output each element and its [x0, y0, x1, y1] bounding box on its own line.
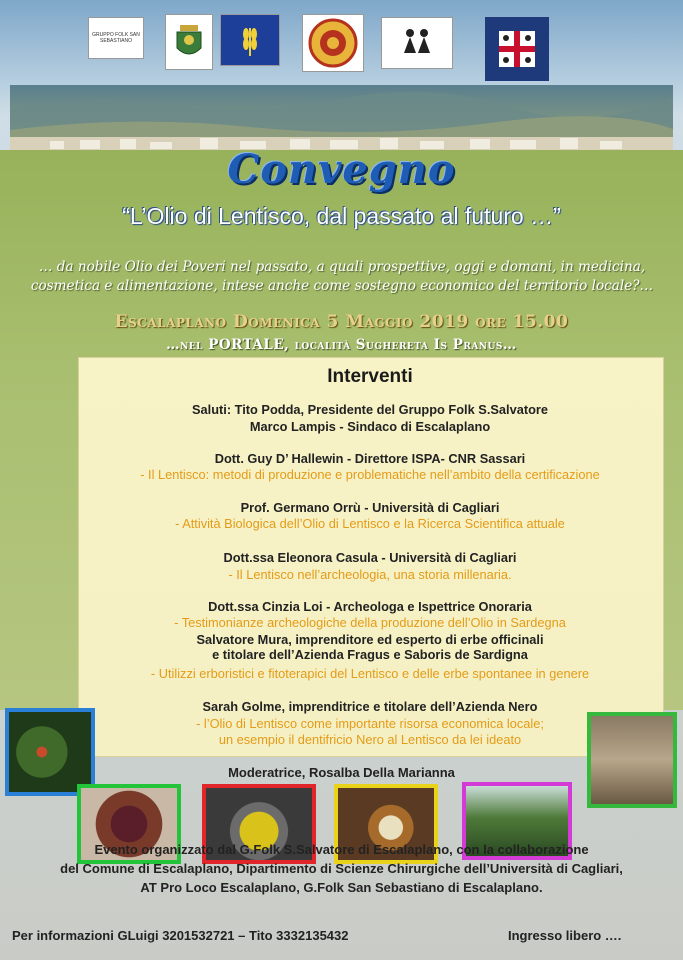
- free-entry: Ingresso libero ….: [508, 928, 622, 943]
- university-seal-icon: [308, 18, 358, 68]
- intro-line: … da nobile Olio dei Poveri nel passato, a quali prospettive, oggi e domani, in medicina,: [38, 259, 646, 275]
- speaker: e titolare dell’Azienda Fragus e Saboris de Sardigna: [212, 647, 528, 662]
- organizers: [0, 840, 683, 897]
- logo-universita-cagliari: [302, 14, 364, 72]
- logo-pro-loco: [220, 14, 280, 66]
- logo-comune-escalaplano: [165, 14, 213, 70]
- event-intro: [18, 258, 666, 296]
- moderator: Moderatrice, Rosalba Della Marianna: [228, 765, 455, 780]
- event-place: …nel PORTALE, località Sughereta Is Pranus…: [166, 337, 517, 353]
- footer-line: Evento organizzato dal G.Folk S.Salvatore di Escalaplano, con la collaborazione: [94, 842, 589, 857]
- logo-gruppo-folk-san-salvatore: [381, 17, 453, 69]
- event-date: Escalaplano Domenica 5 Maggio 2019 ore 15.00: [114, 312, 569, 332]
- speaker: Dott. Guy D’ Hallewin - Direttore ISPA- CNR Sassari: [214, 451, 526, 466]
- topic: - Testimonianze archeologiche della produzione dell’Olio in Sardegna: [174, 615, 566, 630]
- photo-lentisk-berries: [5, 708, 95, 796]
- speaker: Dott.ssa Eleonora Casula - Università di Cagliari: [223, 550, 517, 565]
- photo-clay-pots: [587, 712, 677, 808]
- event-subtitle: “L’Olio di Lentisco, dal passato al futuro …”: [122, 203, 561, 229]
- event-title: Convegno: [227, 146, 456, 193]
- topic: un esempio il dentifricio Nero al Lentisco da lei ideato: [218, 732, 522, 747]
- sardinia-flag-icon: [498, 30, 536, 68]
- topic: - Il Lentisco: metodi di produzione e problematiche nell’ambito della certificazione: [140, 467, 600, 482]
- speaker: Salvatore Mura, imprenditore ed esperto di erbe officinali: [196, 632, 544, 647]
- footer-line: AT Pro Loco Escalaplano, G.Folk San Sebastiano di Escalaplano.: [140, 880, 543, 895]
- speaker: Marco Lampis - Sindaco di Escalaplano: [249, 419, 491, 434]
- contact-info: Per informazioni GLuigi 3201532721 – Tito 3332135432: [12, 928, 349, 943]
- interventi-title: Interventi: [327, 366, 413, 387]
- topic: - Utilizzi erboristici e fitoterapici del Lentisco e delle erbe spontanee in genere: [150, 666, 590, 681]
- speaker: Sarah Golme, imprenditrice e titolare dell’Azienda Nero: [202, 699, 538, 714]
- speaker: Prof. Germano Orrù - Università di Cagliari: [240, 500, 500, 515]
- wheat-icon: [230, 20, 270, 60]
- topic: - Il Lentisco nell’archeologia, una storia millenaria.: [228, 567, 512, 582]
- topic: - Attività Biologica dell’Olio di Lentisco e la Ricerca Scientifica attuale: [175, 516, 565, 531]
- footer-line: del Comune di Escalaplano, Dipartimento di Scienze Chirurgiche dell’Università di Cagliari,: [60, 861, 623, 876]
- speaker: Saluti: Tito Podda, Presidente del Gruppo Folk S.Salvatore: [191, 402, 548, 417]
- logo-gruppo-folk-san-sebastiano: [88, 17, 144, 59]
- folk-dancers-icon: [392, 23, 442, 63]
- speaker: Dott.ssa Cinzia Loi - Archeologa e Ispettrice Onoraria: [208, 599, 532, 614]
- coat-of-arms-icon: [174, 22, 204, 62]
- logo-text: GRUPPO FOLK SAN SEBASTIANO: [92, 32, 140, 44]
- intro-line: cosmetica e alimentazione, intese anche come sostegno economico del territorio locale?…: [30, 278, 654, 294]
- logo-regione-sardegna: [485, 17, 549, 81]
- topic: - l’Olio di Lentisco come importante risorsa economica locale;: [196, 716, 544, 731]
